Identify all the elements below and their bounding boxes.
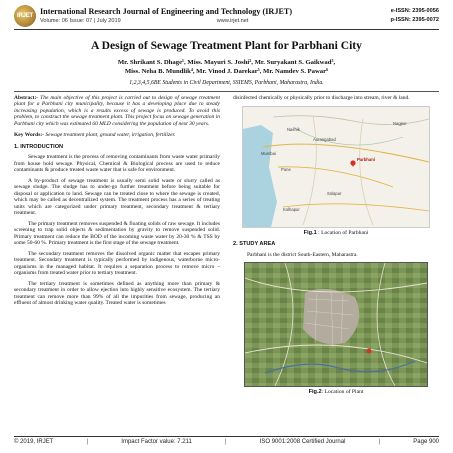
- section-heading-introduction: 1. INTRODUCTION: [14, 143, 64, 150]
- map-label-nashik: Nashik: [287, 126, 300, 132]
- intro-continuation: disinfected chemically or physically prior to discharge into stream, river & land.: [233, 95, 410, 101]
- journal-header: [14, 3, 439, 30]
- study-area-text: Parbhani is the district South-Eastern, Maharastra.: [247, 251, 358, 258]
- header-main: [40, 7, 390, 25]
- map-label-parbhani: Parbhani: [357, 156, 375, 162]
- irjet-logo: [14, 5, 36, 27]
- volume-line: [40, 17, 390, 25]
- fig2-caption-text: : Location of Plant: [321, 389, 364, 396]
- abstract-label: Abstract:-: [14, 95, 39, 101]
- intro-paragraph-4: The secondary treatment removes the dissolved organic matter that escapes primary treatment. Secondary treatment is typically performed by indigenous, waterborne micro-organisms in the managed habitat. It requires a separation process to remove micro –organisms from treated water prior to tertiary treatment.: [14, 250, 220, 276]
- authors: [14, 58, 439, 76]
- p-issn: p-ISSN: 2395-0072: [390, 17, 439, 23]
- keywords-label: Key Words:-: [14, 132, 44, 139]
- journal-footer: [14, 436, 439, 445]
- figure-2-caption: [233, 389, 439, 395]
- right-column: [233, 95, 439, 396]
- footer-copyright: © 2019, IRJET: [14, 439, 54, 445]
- map-label-mumbai: Mumbai: [261, 150, 276, 156]
- footer-separator: |: [225, 439, 227, 445]
- issn-block: [390, 7, 439, 25]
- figure-1-caption: [233, 230, 439, 236]
- map-label-kolhapur: Kolhapur: [283, 206, 300, 212]
- paper-title: A Design of Sewage Treatment Plant for Parbhani City: [91, 39, 362, 52]
- volume-issue: Volume: 06 Issue: 07 | July 2019: [40, 18, 121, 24]
- section-heading-study-area: 2. STUDY AREA: [233, 241, 276, 248]
- satellite-graphic: [245, 263, 427, 386]
- map-label-aurangabad: Aurangabad: [313, 136, 336, 142]
- fig1-label: Fig.1: [303, 229, 317, 236]
- map-label-pune: Pune: [281, 166, 291, 172]
- abstract-text: The main objective of this project is carried out to design of sewage treatment plant for a Parbhani city municipality, because it has a developing place due to steady increasing population, which is a results excess of sewage is produced. To avoid this problem, to construct the sewage treatment plant. This project focus on sewage generation in Parbhani city which was estimated 60 MLD considering the population of next 30 years.: [14, 95, 220, 127]
- intro-paragraph-5: The tertiary treatment is sometimes defined as anything more than primary & secondary treatment in order to allow ejection into highly sensitive ecosystem. The tertiary treatment can remove more than 99% of all the impurities from sewage, producing an effluent of almost drinking water quality. Treated water is sometimes: [14, 280, 220, 306]
- authors-line-2: Miss. Neha B. Mundlik⁴, Mr. Vinod J. Darekar⁵, Mr. Namdev S. Pawar⁶: [124, 68, 329, 75]
- logo-text: IRJET: [16, 13, 33, 19]
- keywords-text: Sewage treatment plant, ground water, irrigation, fertilizer.: [44, 132, 176, 139]
- footer-iso: ISO 9001:2008 Certified Journal: [259, 439, 346, 445]
- map-label-nagpur: Nagpur: [393, 120, 407, 126]
- map-label-solapur: Solapur: [327, 190, 342, 196]
- fig1-caption-text: : Location of Parbhani: [316, 229, 369, 236]
- footer-impact-factor: Impact Factor value: 7.211: [121, 439, 192, 445]
- journal-name: International Research Journal of Engineering and Technology (IRJET): [40, 7, 293, 16]
- title-divider: [14, 91, 439, 92]
- two-column-body: [14, 95, 439, 396]
- authors-line-1: Mr. Shrikant S. Dhage¹, Miss. Mayuri S. Joshi², Mr. Suryakant S. Gaikwad³,: [117, 59, 336, 66]
- footer-page-number: Page 900: [413, 439, 439, 445]
- affiliation: 1,2,3,4,5,6BE Students in Civil Department, SSIEMS, Parbhani, Maharastra, India.: [129, 80, 324, 86]
- intro-paragraph-3: The primary treatment removes suspended & floating solids of raw sewage. It includes screening to trap solid objects & sedimentation by gravity to remove suspended solid. Primary treatment can reduce the BOD of the incoming waste water by 20-30 % & TSS by some 50-60 %. Primary treatment is the first stage of the sewage treatment.: [14, 220, 220, 246]
- keywords: [14, 132, 220, 138]
- journal-website[interactable]: www.irjet.net: [216, 18, 249, 24]
- intro-paragraph-1: Sewage treatment is the process of removing contaminants from waste water primarily from house hold sewage. Physical, Chemical & Biological process are used to reduce contaminants & produce treated waste water that is safe for environment.: [14, 154, 220, 174]
- abstract: [14, 95, 220, 127]
- fig2-label: Fig.2: [308, 389, 322, 396]
- intro-paragraph-2: A by-product of sewage treatment is usually semi solid waste or slurry called as sewage sludge. The sludge has to under-go further treatment before being suitable for disposal or application to land. Sewage can be treated close to where the sewage is created, which may be called as decentralized system. The treatment process has a series of treating units which are categorized under primary treatment, secondary treatment & tertiary treatment.: [14, 177, 220, 216]
- figure-map-parbhani: [242, 106, 430, 228]
- plant-marker-icon: [367, 349, 372, 354]
- footer-separator: |: [86, 439, 89, 445]
- footer-separator: |: [378, 439, 381, 445]
- e-issn: e-ISSN: 2395-0056: [390, 8, 439, 14]
- figure-satellite-plant-location: [244, 262, 428, 387]
- left-column: [14, 95, 220, 396]
